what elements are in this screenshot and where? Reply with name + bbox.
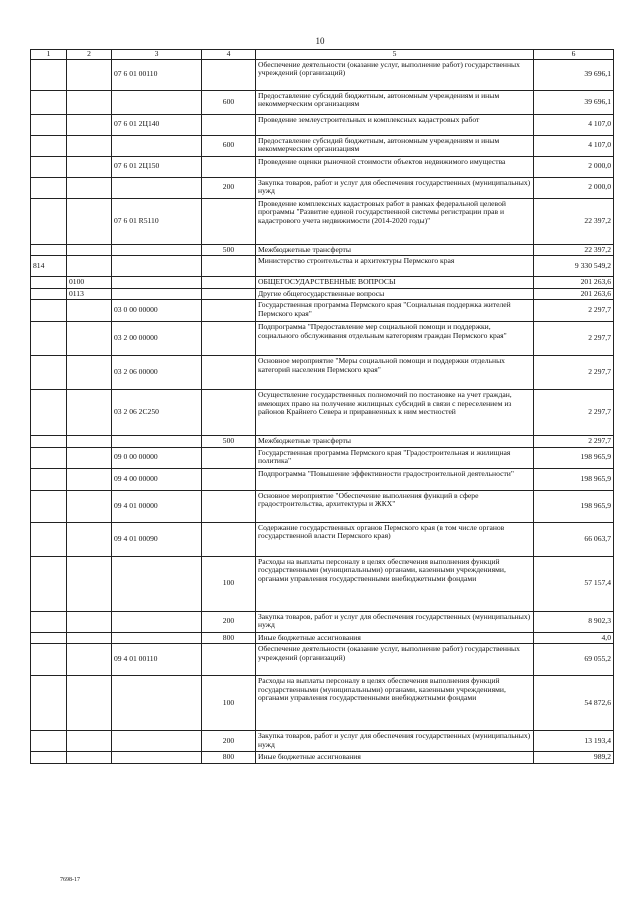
cell-admin-code [31, 156, 67, 177]
cell-target-code: 03 2 06 2С250 [112, 390, 202, 436]
column-header-1: 1 [31, 50, 67, 60]
cell-admin-code [31, 300, 67, 322]
cell-section-code [67, 752, 112, 764]
table-row [31, 447, 614, 468]
table-row [31, 632, 614, 644]
cell-target-code [112, 277, 202, 289]
cell-amount: 9 330 549,2 [534, 256, 614, 277]
cell-amount: 2 297,7 [534, 322, 614, 356]
cell-amount: 2 297,7 [534, 300, 614, 322]
cell-amount: 198 965,9 [534, 447, 614, 468]
cell-target-code: 09 4 01 00110 [112, 644, 202, 676]
cell-expense-type [202, 156, 256, 177]
table-row [31, 244, 614, 256]
cell-amount: 201 263,6 [534, 277, 614, 289]
cell-target-code [112, 244, 202, 256]
cell-description: Закупка товаров, работ и услуг для обеспечения государственных (муниципальных) нужд [256, 177, 534, 198]
cell-amount: 2 297,7 [534, 436, 614, 448]
cell-section-code [67, 198, 112, 244]
cell-expense-type: 200 [202, 731, 256, 752]
cell-section-code [67, 322, 112, 356]
cell-description: Проведение землеустроительных и комплексных кадастровых работ [256, 114, 534, 135]
cell-admin-code [31, 731, 67, 752]
cell-description: Обеспечение деятельности (оказание услуг, выполнение работ) государственных учреждений (организаций) [256, 644, 534, 676]
cell-description: Межбюджетные трансферты [256, 244, 534, 256]
table-row [31, 198, 614, 244]
cell-expense-type [202, 447, 256, 468]
cell-admin-code [31, 611, 67, 632]
cell-target-code [112, 177, 202, 198]
budget-table [30, 49, 614, 764]
table-row [31, 752, 614, 764]
table-row [31, 322, 614, 356]
cell-admin-code: 814 [31, 256, 67, 277]
cell-target-code: 07 6 01 R5110 [112, 198, 202, 244]
cell-section-code [67, 300, 112, 322]
table-row [31, 468, 614, 490]
cell-admin-code [31, 244, 67, 256]
cell-expense-type: 800 [202, 632, 256, 644]
cell-description: Проведение оценки рыночной стоимости объектов недвижимого имущества [256, 156, 534, 177]
cell-description: Подпрограмма "Предоставление мер социальной помощи и поддержки, социального обслуживания отдельным категориям граждан Пермского края" [256, 322, 534, 356]
cell-section-code [67, 447, 112, 468]
cell-section-code [67, 177, 112, 198]
cell-description: Расходы на выплаты персоналу в целях обеспечения выполнения функций государственными (муниципальными) органами, казенными учреждениями, органами управления государственными внебюджетными фондами [256, 676, 534, 731]
cell-section-code [67, 390, 112, 436]
cell-section-code [67, 156, 112, 177]
cell-amount: 39 696,1 [534, 90, 614, 114]
cell-target-code: 03 2 06 00000 [112, 356, 202, 390]
cell-description: Другие общегосударственные вопросы [256, 288, 534, 300]
cell-description: Осуществление государственных полномочий по постановке на учет граждан, имеющих право на получение жилищных субсидий в связи с переселением из районов Крайнего Севера и приравненных к ним местностей [256, 390, 534, 436]
cell-admin-code [31, 198, 67, 244]
table-row [31, 356, 614, 390]
cell-target-code [112, 611, 202, 632]
cell-section-code [67, 632, 112, 644]
cell-admin-code [31, 177, 67, 198]
cell-section-code [67, 356, 112, 390]
cell-description: Основное мероприятие "Обеспечение выполнения функций в сфере градостроительства, архитектуры и ЖКХ" [256, 490, 534, 522]
cell-expense-type: 500 [202, 244, 256, 256]
cell-admin-code [31, 356, 67, 390]
cell-section-code [67, 676, 112, 731]
cell-expense-type [202, 490, 256, 522]
cell-admin-code [31, 447, 67, 468]
cell-target-code: 09 4 01 00090 [112, 522, 202, 556]
cell-admin-code [31, 114, 67, 135]
cell-admin-code [31, 752, 67, 764]
cell-amount: 2 000,0 [534, 156, 614, 177]
cell-target-code [112, 632, 202, 644]
cell-expense-type [202, 522, 256, 556]
cell-section-code [67, 611, 112, 632]
column-header-4: 4 [202, 50, 256, 60]
cell-section-code [67, 490, 112, 522]
cell-target-code [112, 90, 202, 114]
table-row [31, 135, 614, 156]
cell-admin-code [31, 522, 67, 556]
cell-target-code [112, 731, 202, 752]
cell-section-code [67, 731, 112, 752]
cell-expense-type [202, 322, 256, 356]
cell-description: Иные бюджетные ассигнования [256, 752, 534, 764]
cell-description: Государственная программа Пермского края "Социальная поддержка жителей Пермского края" [256, 300, 534, 322]
cell-amount: 2 297,7 [534, 356, 614, 390]
cell-amount: 8 902,3 [534, 611, 614, 632]
table-row [31, 59, 614, 90]
cell-description: Закупка товаров, работ и услуг для обеспечения государственных (муниципальных) нужд [256, 731, 534, 752]
cell-amount: 4,0 [534, 632, 614, 644]
cell-description: Предоставление субсидий бюджетным, автономным учреждениям и иным некоммерческим организациям [256, 90, 534, 114]
cell-amount: 2 000,0 [534, 177, 614, 198]
cell-amount: 22 397,2 [534, 244, 614, 256]
cell-admin-code [31, 632, 67, 644]
cell-expense-type [202, 277, 256, 289]
cell-target-code [112, 752, 202, 764]
table-header [31, 50, 614, 60]
cell-admin-code [31, 90, 67, 114]
cell-amount: 54 872,6 [534, 676, 614, 731]
cell-amount: 989,2 [534, 752, 614, 764]
cell-expense-type: 800 [202, 752, 256, 764]
cell-admin-code [31, 59, 67, 90]
cell-amount: 69 055,2 [534, 644, 614, 676]
cell-target-code: 07 6 01 00110 [112, 59, 202, 90]
cell-admin-code [31, 436, 67, 448]
cell-amount: 198 965,9 [534, 490, 614, 522]
cell-expense-type [202, 468, 256, 490]
cell-expense-type: 200 [202, 611, 256, 632]
cell-description: ОБЩЕГОСУДАРСТВЕННЫЕ ВОПРОСЫ [256, 277, 534, 289]
cell-description: Расходы на выплаты персоналу в целях обеспечения выполнения функций государственными (муниципальными) органами, казенными учреждениями, органами управления государственными внебюджетными фондами [256, 556, 534, 611]
cell-expense-type [202, 288, 256, 300]
cell-section-code: 0113 [67, 288, 112, 300]
cell-target-code [112, 436, 202, 448]
cell-target-code: 03 2 00 00000 [112, 322, 202, 356]
table-row [31, 490, 614, 522]
cell-amount: 198 965,9 [534, 468, 614, 490]
cell-description: Содержание государственных органов Пермского края (в том числе органов государственной власти Пермского края) [256, 522, 534, 556]
footer-code: 7698-17 [60, 877, 80, 883]
cell-section-code [67, 556, 112, 611]
cell-target-code: 03 0 00 00000 [112, 300, 202, 322]
table-row [31, 676, 614, 731]
table-row [31, 390, 614, 436]
cell-expense-type [202, 356, 256, 390]
table-row [31, 156, 614, 177]
column-header-2: 2 [67, 50, 112, 60]
table-row [31, 256, 614, 277]
cell-section-code [67, 436, 112, 448]
table-row [31, 277, 614, 289]
table-body [31, 59, 614, 763]
cell-target-code [112, 256, 202, 277]
table-row [31, 731, 614, 752]
cell-amount: 57 157,4 [534, 556, 614, 611]
cell-amount: 2 297,7 [534, 390, 614, 436]
cell-description: Закупка товаров, работ и услуг для обеспечения государственных (муниципальных) нужд [256, 611, 534, 632]
cell-section-code [67, 135, 112, 156]
cell-target-code: 09 4 00 00000 [112, 468, 202, 490]
cell-target-code: 07 6 01 2Ц150 [112, 156, 202, 177]
cell-amount: 22 397,2 [534, 198, 614, 244]
table-row [31, 300, 614, 322]
cell-expense-type [202, 198, 256, 244]
cell-admin-code [31, 556, 67, 611]
table-row [31, 556, 614, 611]
cell-description: Обеспечение деятельности (оказание услуг, выполнение работ) государственных учреждений (организаций) [256, 59, 534, 90]
cell-section-code [67, 256, 112, 277]
cell-section-code [67, 468, 112, 490]
cell-section-code: 0100 [67, 277, 112, 289]
cell-description: Межбюджетные трансферты [256, 436, 534, 448]
cell-description: Предоставление субсидий бюджетным, автономным учреждениям и иным некоммерческим организациям [256, 135, 534, 156]
cell-target-code [112, 556, 202, 611]
cell-expense-type [202, 256, 256, 277]
cell-section-code [67, 644, 112, 676]
cell-admin-code [31, 277, 67, 289]
cell-expense-type [202, 644, 256, 676]
cell-expense-type [202, 300, 256, 322]
cell-amount: 39 696,1 [534, 59, 614, 90]
cell-expense-type: 600 [202, 135, 256, 156]
cell-admin-code [31, 322, 67, 356]
cell-expense-type [202, 114, 256, 135]
table-row [31, 177, 614, 198]
cell-description: Проведение комплексных кадастровых работ в рамках федеральной целевой программы "Развитие единой государственной системы регистрации прав и кадастрового учета недвижимости (2014-2020 годы)" [256, 198, 534, 244]
cell-admin-code [31, 468, 67, 490]
cell-expense-type: 200 [202, 177, 256, 198]
cell-target-code [112, 135, 202, 156]
table-row [31, 90, 614, 114]
cell-admin-code [31, 644, 67, 676]
cell-expense-type [202, 59, 256, 90]
cell-amount: 201 263,6 [534, 288, 614, 300]
cell-expense-type: 500 [202, 436, 256, 448]
table-row [31, 522, 614, 556]
column-header-5: 5 [256, 50, 534, 60]
cell-section-code [67, 244, 112, 256]
cell-amount: 66 063,7 [534, 522, 614, 556]
cell-admin-code [31, 390, 67, 436]
cell-section-code [67, 522, 112, 556]
page-number: 10 [315, 36, 325, 46]
cell-section-code [67, 90, 112, 114]
cell-expense-type: 100 [202, 676, 256, 731]
cell-target-code: 07 6 01 2Ц140 [112, 114, 202, 135]
table-row [31, 611, 614, 632]
cell-description: Основное мероприятие "Меры социальной помощи и поддержки отдельных категорий населения Пермского края" [256, 356, 534, 390]
table-row [31, 114, 614, 135]
cell-expense-type: 100 [202, 556, 256, 611]
cell-expense-type: 600 [202, 90, 256, 114]
cell-target-code [112, 676, 202, 731]
cell-description: Государственная программа Пермского края "Градостроительная и жилищная политика" [256, 447, 534, 468]
column-header-6: 6 [534, 50, 614, 60]
cell-target-code: 09 0 00 00000 [112, 447, 202, 468]
cell-section-code [67, 59, 112, 90]
cell-description: Иные бюджетные ассигнования [256, 632, 534, 644]
cell-target-code [112, 288, 202, 300]
cell-admin-code [31, 676, 67, 731]
cell-target-code: 09 4 01 00000 [112, 490, 202, 522]
cell-admin-code [31, 288, 67, 300]
table-row [31, 644, 614, 676]
cell-expense-type [202, 390, 256, 436]
cell-admin-code [31, 135, 67, 156]
table-row [31, 436, 614, 448]
cell-amount: 13 193,4 [534, 731, 614, 752]
cell-description: Подпрограмма "Повышение эффективности градостроительной деятельности" [256, 468, 534, 490]
cell-admin-code [31, 490, 67, 522]
cell-description: Министерство строительства и архитектуры Пермского края [256, 256, 534, 277]
column-number-row [31, 50, 614, 60]
column-header-3: 3 [112, 50, 202, 60]
cell-amount: 4 107,0 [534, 135, 614, 156]
table-row [31, 288, 614, 300]
cell-amount: 4 107,0 [534, 114, 614, 135]
cell-section-code [67, 114, 112, 135]
